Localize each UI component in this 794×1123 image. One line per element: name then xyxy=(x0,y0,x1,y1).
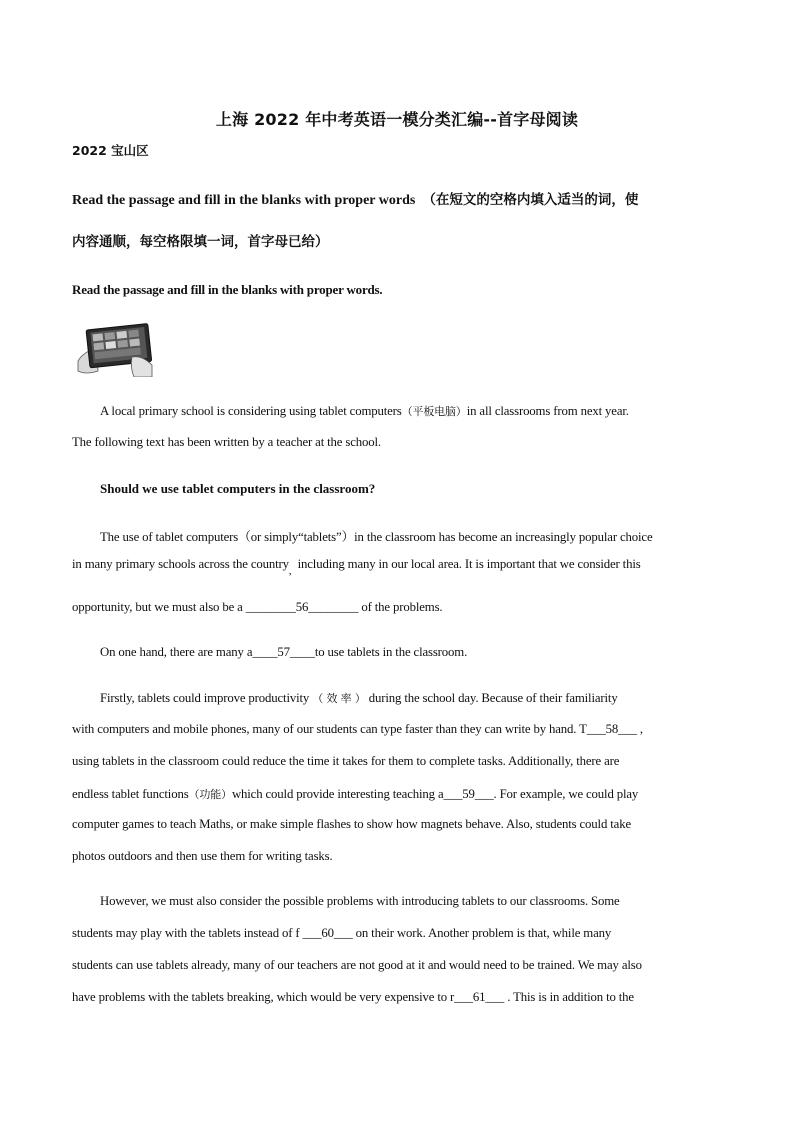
chinese-gloss: （ 效 率 ） xyxy=(312,692,366,705)
paragraph-4-line-1 xyxy=(100,690,618,706)
paragraph-5-line-4 xyxy=(72,990,634,1005)
text-run: opportunity, but we must also be a xyxy=(72,600,243,614)
paragraph-5-line-3: students can use tablets already, many of our teachers are not good at it and would need to be trained. We may also xyxy=(72,958,642,972)
paragraph-4-line-4 xyxy=(72,786,638,802)
blank-59[interactable]: ___59___ xyxy=(443,787,494,801)
text-run: of the problems. xyxy=(361,600,443,614)
blank-56[interactable]: ________56________ xyxy=(245,600,359,614)
paragraph-2-line-1: The use of tablet computers（or simply“tablets”）in the classroom has become an increasingly popular choice xyxy=(100,530,653,544)
paragraph-4-line-6: photos outdoors and then use them for writing tasks. xyxy=(72,849,333,863)
paragraph-5-line-1: However, we must also consider the possible problems with introducing tablets to our classrooms. Some xyxy=(100,894,620,908)
text-run: have problems with the tablets breaking, which would be very expensive to r xyxy=(72,990,455,1004)
instruction-line-1 xyxy=(72,188,638,209)
instruction-english: Read the passage and fill in the blanks with proper words xyxy=(72,193,416,208)
text-run: which could provide interesting teaching a xyxy=(231,787,444,801)
text-run: Firstly, tablets could improve productivity xyxy=(100,691,310,705)
text-run: on their work. Another problem is that, while many xyxy=(355,926,612,940)
text-run: endless tablet functions xyxy=(72,787,189,801)
comma-mark: , xyxy=(288,565,292,577)
paragraph-1-line-2: The following text has been written by a teacher at the school. xyxy=(72,435,381,449)
paragraph-4-line-2 xyxy=(72,722,643,737)
text-run: A local primary school is considering using tablet computers xyxy=(100,404,402,418)
text-run: in all classrooms from next year. xyxy=(466,404,629,418)
text-run: with computers and mobile phones, many of our students can type faster than they can write by hand. T xyxy=(72,722,587,736)
blank-58[interactable]: ___58___ xyxy=(586,722,637,736)
text-run: On one hand, there are many a xyxy=(100,645,253,659)
text-run: . For example, we could play xyxy=(493,787,639,801)
chinese-gloss: （功能） xyxy=(188,788,232,801)
paragraph-3 xyxy=(100,645,467,660)
chinese-gloss: （平板电脑） xyxy=(401,405,467,418)
instruction-chinese-part2: 内容通顺，每空格限填一词，首字母已给） xyxy=(72,234,329,250)
blank-60[interactable]: ___60___ xyxy=(302,926,353,940)
paragraph-5-line-2 xyxy=(72,926,611,941)
tablet-computer-photo-icon xyxy=(76,321,154,377)
passage-heading: Should we use tablet computers in the classroom? xyxy=(100,481,376,496)
text-run: including many in our local area. It is important that we consider this xyxy=(297,557,641,571)
text-run: to use tablets in the classroom. xyxy=(314,645,468,659)
paragraph-2-line-3 xyxy=(72,600,442,615)
instruction-repeat: Read the passage and fill in the blanks with proper words. xyxy=(72,282,383,297)
instruction-chinese-part1: （在短文的空格内填入适当的词，使 xyxy=(422,192,639,208)
blank-61[interactable]: ___61___ xyxy=(454,990,505,1004)
paragraph-2-line-2 xyxy=(72,557,641,577)
page-title: 上海 2022 年中考英语一模分类汇编--首字母阅读 xyxy=(215,110,579,129)
text-run: in many primary schools across the country xyxy=(72,557,289,571)
blank-57[interactable]: ____57____ xyxy=(252,645,315,659)
text-run: during the school day. Because of their familiarity xyxy=(368,691,618,705)
text-run: students may play with the tablets instead of f xyxy=(72,926,300,940)
district-label: 2022 宝山区 xyxy=(72,143,149,158)
paragraph-4-line-5: computer games to teach Maths, or make simple flashes to show how magnets behave. Also, students could take xyxy=(72,817,631,831)
text-run: . This is in addition to the xyxy=(507,990,634,1004)
paragraph-4-line-3: using tablets in the classroom could reduce the time it takes for them to complete tasks. Additionally, there are xyxy=(72,754,620,768)
text-run: , xyxy=(639,722,643,736)
paragraph-1-line-1 xyxy=(100,403,629,419)
